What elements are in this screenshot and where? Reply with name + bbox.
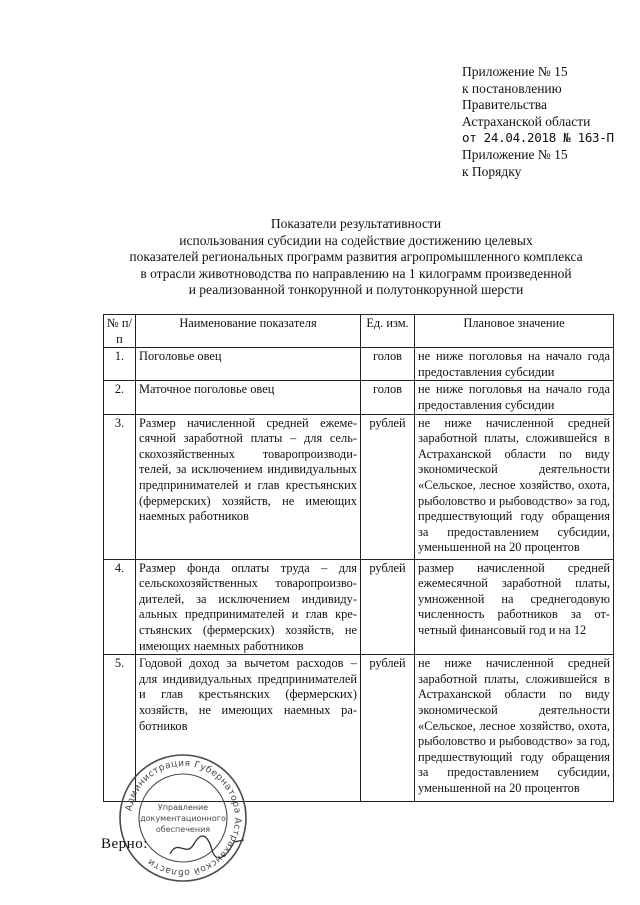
row-number: 1. [104,348,136,381]
indicator-name: Размер начисленной средней ежемесячной заработной платы – для сельскохозяйственных товаропроизводителей, за исключением индивидуальных предпринимателей и глав крестьянских (фермерских) хозяйств, не имеющих наемных работников [136,414,361,559]
certification-label: Верно: [101,836,148,852]
row-number: 3. [104,414,136,559]
row-number: 2. [104,381,136,414]
official-stamp [117,752,249,884]
header-indicator-name: Наименование показателя [136,315,361,348]
appendix-line: Приложение № 15 [462,64,568,79]
unit-of-measure: голов [361,381,415,414]
stamp-center-line: обеспечения [155,825,211,834]
appendix-line: к постановлению [462,80,562,96]
planned-value: не ниже начисленной средней заработной платы, сложившейся в Астраханской области по виду экономической деятельности «Сельское, лесное хозяйство, охота, рыболовство и рыбоводство» за год, предшествующий году обращения за предоставлением субсидии, уменьшенной на 20 процентов [415,414,614,559]
planned-value: не ниже начисленной средней заработной платы, сложившейся в Астраханской области по виду экономической деятельности «Сельское, лесное хозяйство, охота, рыболовство и рыбоводство» за год, предшествующий году обращения за предоставлением субсидии, уменьшенной на 20 процентов [415,655,614,802]
unit-of-measure: рублей [361,559,415,655]
indicator-name: Поголовье овец [136,348,361,381]
row-number: 5. [104,655,136,802]
signature-mark [168,832,248,862]
planned-value: размер начисленной средней ежемесячной заработной платы, умноженной на среднегодовую численность работников за отчетный финансовый год и на 12 [415,559,614,655]
unit-of-measure: голов [361,348,415,381]
row-number: 4. [104,559,136,655]
title-line: в отрасли животноводства по направлению на 1 килограмм произведенной [140,265,572,281]
planned-value: не ниже поголовья на начало года предоставления субсидии [415,381,614,414]
table-row [104,559,614,655]
planned-value: не ниже поголовья на начало года предоставления субсидии [415,348,614,381]
appendix-line: Приложение № 15 [462,146,568,162]
indicator-name: Размер фонда оплаты труда – для сельскохозяйственных товаропроизводителей, за исключением индивидуальных предпринимателей и глав крестьянских (фермерских) хозяйств, не имеющих наемных работников [136,559,361,655]
header-number: № п/п [104,315,136,348]
stamp-ring-text: Администрация Губернатора Астраханской области [123,757,244,879]
table-row [104,348,614,381]
appendix-line: к Порядку [462,163,522,179]
title-line: показателей региональных программ развития агропромышленного комплекса [129,249,583,265]
header-unit: Ед. изм. [361,315,415,348]
table-row [104,381,614,414]
table-header-row [104,315,614,348]
document-title [96,216,616,299]
header-planned-value: Плановое значение [415,315,614,348]
indicator-name: Маточное поголовье овец [136,381,361,414]
title-line: использования субсидии на содействие достижению целевых [179,232,533,248]
title-line: Показатели результативности [270,216,442,231]
appendix-line: Астраханской области [462,113,591,129]
appendix-block [462,64,640,180]
table-row [104,414,614,559]
stamp-center-line: документационного [140,814,226,823]
title-line: и реализованной тонкорунной и полутонкорунной шерсти [188,282,524,298]
stamp-center-line: Управление [157,803,209,812]
unit-of-measure: рублей [361,414,415,559]
appendix-line: Правительства [462,97,547,113]
unit-of-measure: рублей [361,655,415,802]
indicator-name: Годовой доход за вычетом расходов – для индивидуальных предпринимателей и глав крестьянских (фермерских) хозяйств, не имеющих наемных работников [136,655,361,802]
indicators-table [103,314,614,802]
resolution-date-number: от 24.04.2018 № 163-П [462,130,614,146]
